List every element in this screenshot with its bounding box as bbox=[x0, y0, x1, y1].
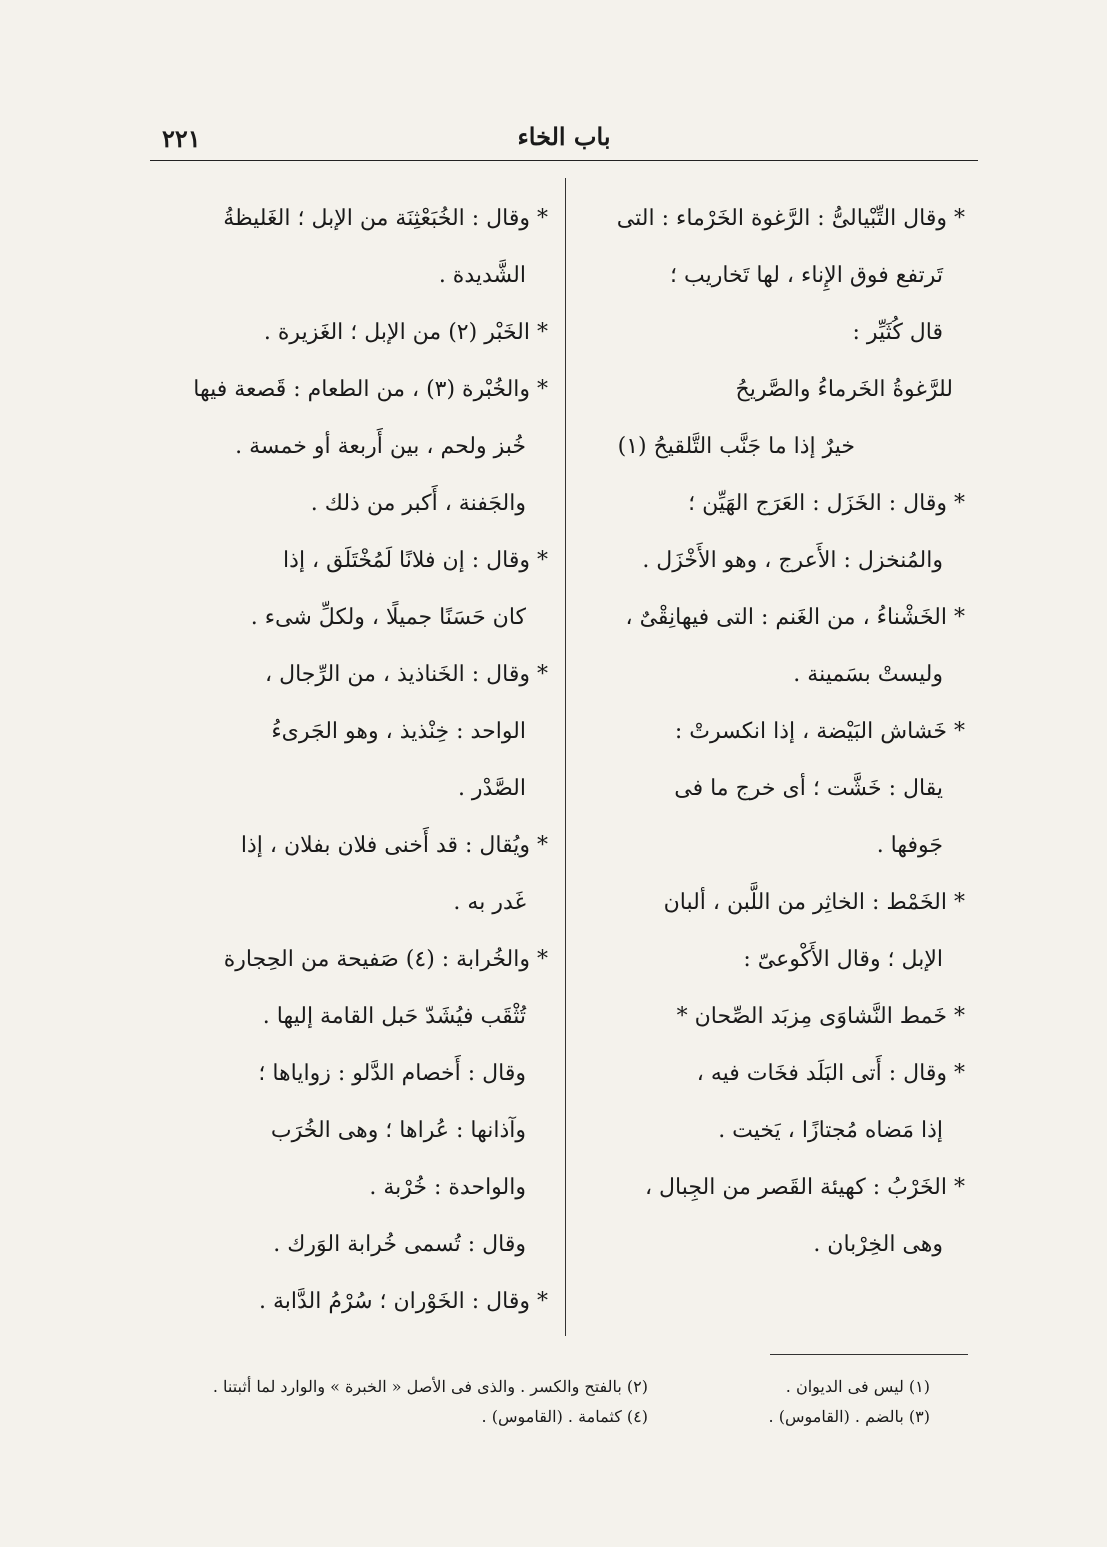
entry-line: وقال : تُسمى خُرابة الوَرك . bbox=[273, 1232, 526, 1257]
entry-line: * وقال التِّبْيالىُّ : الرَّغوة الخَرْماء : التى bbox=[616, 206, 965, 231]
entry-line: إذا مَضاه مُجتازًا ، يَخيت . bbox=[718, 1118, 943, 1143]
entry-line: * وقال : أَتى البَلَد فخَات فيه ، bbox=[696, 1061, 965, 1086]
entry-line: * وقال : الخُبَعْثِنَة من الإبل ؛ الغَليظةُ bbox=[223, 206, 548, 231]
entry-line: الواحد : خِنْذيذ ، وهو الجَرىءُ bbox=[271, 719, 526, 744]
entry-line: والجَفنة ، أَكبر من ذلك . bbox=[310, 491, 526, 516]
entry-line: غَدر به . bbox=[453, 890, 526, 915]
right-column bbox=[582, 190, 965, 1340]
entry-line: خُبز ولحم ، بين أَربعة أو خمسة . bbox=[235, 434, 526, 459]
footnotes-right bbox=[700, 1372, 930, 1432]
entry-line: وهى الخِرْبان . bbox=[813, 1232, 943, 1257]
entry-line: الصَّدْر . bbox=[457, 776, 526, 801]
entry-line: وآذانها : عُراها ؛ وهى الخُرَب bbox=[270, 1118, 526, 1143]
page-number: ٢٢١ bbox=[162, 124, 201, 153]
entry-line: والمُنخزل : الأَعرج ، وهو الأَخْزَل . bbox=[642, 548, 943, 573]
entry-line: تُثْقَب فيُشَدّ حَبل القامة إليها . bbox=[262, 1004, 526, 1029]
entry-line: * وقال : الخَناذيذ ، من الرِّجال ، bbox=[265, 662, 548, 687]
entry-line: كان حَسَنًا جميلًا ، ولكلِّ شىء . bbox=[250, 605, 526, 630]
footnote: (٣) بالضم . (القاموس) . bbox=[768, 1407, 930, 1426]
footnotes-left bbox=[160, 1372, 648, 1432]
entry-line: * وقال : الخَزَل : العَرَج الهَيِّن ؛ bbox=[688, 491, 965, 516]
entry-line: * الخَشْناءُ ، من الغَنم : التى فيهانِقْىٌ ، bbox=[625, 605, 965, 630]
entry-line: * الخَبْر (٢) من الإبل ؛ الغَزيرة . bbox=[263, 320, 548, 345]
entry-line: للرَّغوةُ الخَرماءُ والصَّريحُ bbox=[735, 377, 953, 402]
entry-line: وليستْ بسَمينة . bbox=[793, 662, 943, 687]
entry-line: الشَّديدة . bbox=[438, 263, 526, 288]
entry-line: يقال : خَشَّت ؛ أى خرج ما فى bbox=[674, 776, 943, 801]
chapter-title: باب الخاء bbox=[517, 122, 611, 151]
entry-line: الإبل ؛ وقال الأَكْوعىّ : bbox=[743, 947, 943, 972]
column-divider bbox=[565, 178, 566, 1336]
entry-line: * خَمط النَّشاوَى مِزبَد الصِّحان * bbox=[676, 1004, 965, 1029]
footnote: (١) ليس فى الديوان . bbox=[785, 1377, 930, 1396]
footnote: (٢) بالفتح والكسر . والذى فى الأصل « الخبرة » والوارد لما أثبتنا . bbox=[212, 1377, 648, 1396]
entry-line: * الخَمْط : الخاثِر من اللَّبن ، ألبان bbox=[663, 890, 965, 915]
page-header bbox=[150, 118, 978, 158]
entry-line: والواحدة : خُرْبة . bbox=[369, 1175, 526, 1200]
entry-line: * وقال : الخَوْران ؛ سُرْمُ الدَّابة . bbox=[258, 1289, 548, 1314]
entry-line: تَرتفع فوق الإِناء ، لها تَخاريب ؛ bbox=[670, 263, 943, 288]
entry-line: * والخُبْرة (٣) ، من الطعام : قَصعة فيها bbox=[193, 377, 548, 402]
footnote-rule bbox=[770, 1354, 968, 1355]
entry-line: * ويُقال : قد أَخنى فلان بفلان ، إذا bbox=[240, 833, 548, 858]
entry-line: * خَشاش البَيْضة ، إذا انكسرتْ : bbox=[674, 719, 965, 744]
entry-line: خيرٌ إذا ما جَنَّب التَّلقيحُ (١) bbox=[617, 434, 855, 459]
header-rule bbox=[150, 160, 978, 161]
footnote: (٤) كثمامة . (القاموس) . bbox=[481, 1407, 648, 1426]
entry-line: جَوفها . bbox=[876, 833, 943, 858]
entry-line: وقال : أَخصام الدَّلو : زواياها ؛ bbox=[258, 1061, 526, 1086]
entry-line: * الخَرْبُ : كهيئة القَصر من الجِبال ، bbox=[644, 1175, 965, 1200]
entry-line: قال كُثَيِّر : bbox=[852, 320, 943, 345]
entry-line: * والخُرابة : (٤) صَفيحة من الحِجارة bbox=[223, 947, 548, 972]
left-column bbox=[155, 190, 548, 1340]
entry-line: * وقال : إن فلانًا لَمُخْتَلَق ، إذا bbox=[283, 548, 548, 573]
